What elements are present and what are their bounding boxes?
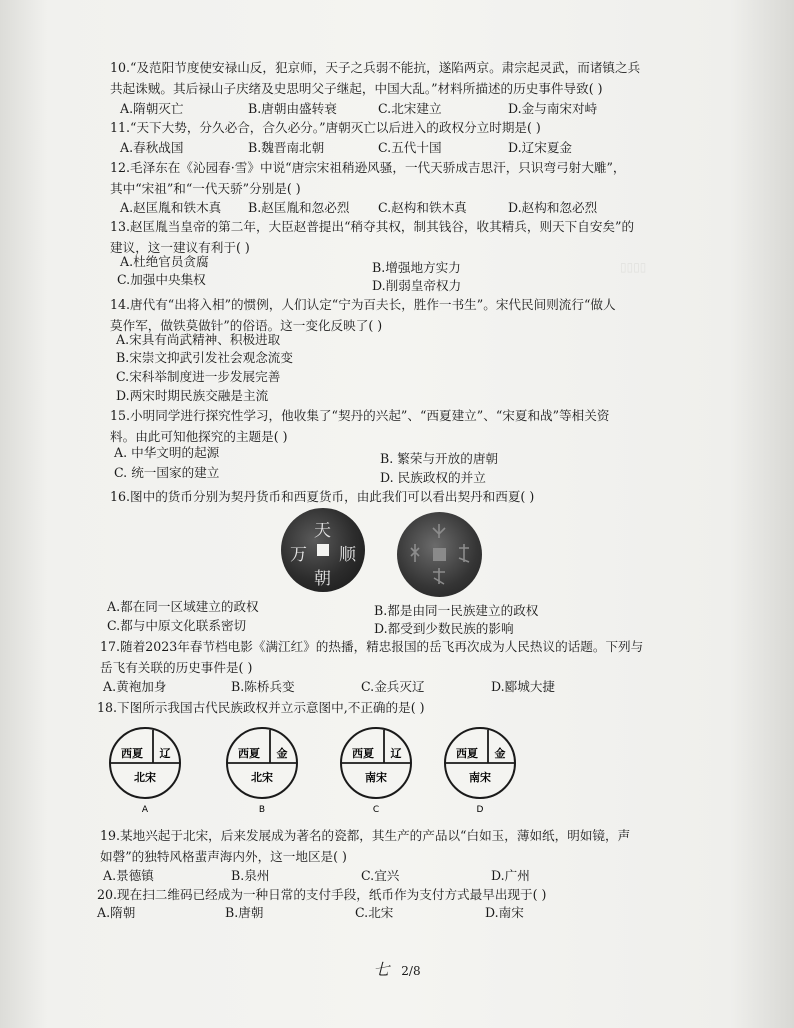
regime-circle-diagram	[338, 725, 418, 815]
option-b[interactable]: B.魏晋南北朝	[248, 140, 325, 155]
option-a[interactable]: A.杜绝官员贪腐	[120, 254, 209, 269]
option-d[interactable]: D.金与南宋对峙	[508, 101, 598, 116]
regime-label-north: 辽	[159, 747, 171, 760]
option-d[interactable]: D.郾城大捷	[491, 679, 556, 694]
figure-option-label: C	[372, 805, 380, 815]
coin-script-marks	[397, 512, 482, 597]
question-stem: 19.某地兴起于北宋，后来发展成为著名的瓷都，其生产的产品以“白如玉，薄如纸，明如镜，声	[100, 828, 631, 843]
option-b[interactable]: B.增强地方实力	[372, 260, 461, 275]
option-b[interactable]: B.泉州	[231, 868, 270, 883]
xixia-coin-image	[397, 512, 482, 597]
option-d[interactable]: D.辽宋夏金	[508, 140, 573, 155]
option-c[interactable]: C.北宋建立	[378, 101, 442, 116]
question-stem: 如磬”的独特风格蜚声海内外，这一地区是( )	[100, 849, 347, 864]
question-stem: 建议，这一建议有利于( )	[110, 240, 250, 255]
regime-circle-diagram	[224, 725, 304, 815]
question-12	[110, 157, 685, 199]
regime-circle-diagram	[107, 725, 187, 815]
question-17-options	[103, 677, 663, 697]
coin-character: 万	[290, 545, 307, 565]
option-b[interactable]: B.宋崇文抑武引发社会观念流变	[116, 350, 293, 365]
option-a[interactable]: A.宋具有尚武精神、积极进取	[116, 332, 281, 347]
question-20-options	[97, 903, 657, 923]
regime-label-west: 西夏	[352, 747, 374, 760]
figure-option-label: B	[258, 805, 266, 815]
option-c[interactable]: C. 统一国家的建立	[114, 465, 220, 480]
page-footer	[0, 957, 794, 980]
option-b-figure[interactable]	[224, 725, 304, 819]
regime-label-west: 西夏	[238, 747, 260, 760]
regime-label-north: 金	[494, 747, 506, 760]
option-c-figure[interactable]	[338, 725, 418, 819]
question-stem: 11.“天下大势，分久必合，合久必分。”唐朝灭亡以后进入的政权分立时期是( )	[110, 120, 541, 135]
option-d[interactable]: D.两宋时期民族交融是主流	[116, 388, 269, 403]
option-a[interactable]: A.赵匡胤和铁木真	[120, 200, 222, 215]
option-a[interactable]: A. 中华文明的起源	[114, 445, 220, 460]
figure-option-label: A	[141, 805, 149, 815]
option-b[interactable]: B.赵匡胤和忽必烈	[248, 200, 350, 215]
regime-label-south: 南宋	[469, 771, 491, 784]
question-10	[110, 57, 685, 99]
liao-coin-image	[281, 508, 365, 592]
question-18	[97, 697, 672, 718]
question-stem: 10.“及范阳节度使安禄山反，犯京师，天子之兵弱不能抗，遂陷两京。肃宗起灵武，而诸镇之兵	[110, 60, 641, 75]
question-stem: 17.随着2023年春节档电影《满江红》的热播，精忠报国的岳飞再次成为人民热议的话题。下列与	[100, 639, 644, 654]
option-a[interactable]: A.都在同一区域建立的政权	[107, 599, 259, 614]
question-16	[110, 486, 685, 507]
coin-character: 顺	[339, 545, 356, 565]
regime-label-north: 辽	[390, 747, 402, 760]
question-19-options	[103, 866, 663, 886]
option-a[interactable]: A.黄袍加身	[103, 679, 167, 694]
regime-label-west: 西夏	[456, 747, 478, 760]
option-b[interactable]: B.陈桥兵变	[231, 679, 295, 694]
regime-label-south: 北宋	[251, 771, 273, 784]
regime-label-west: 西夏	[121, 747, 143, 760]
option-c[interactable]: C.赵构和铁木真	[378, 200, 467, 215]
option-c[interactable]: C.加强中央集权	[117, 272, 206, 287]
option-b[interactable]: B.唐朝由盛转衰	[248, 101, 337, 116]
grade-mark: 七	[373, 960, 390, 979]
question-11-options	[120, 138, 680, 158]
question-10-options	[120, 99, 680, 119]
question-stem: 15.小明同学进行探究性学习，他收集了“契丹的兴起”、“西夏建立”、“宋夏和战”等相关资	[110, 408, 610, 423]
coin-character: 天	[314, 521, 331, 541]
question-stem: 14.唐代有“出将入相”的惯例，人们认定“宁为百夫长，胜作一书生”。宋代民间则流行“做人	[110, 297, 616, 312]
option-d[interactable]: D.都受到少数民族的影响	[374, 621, 514, 636]
question-17	[100, 636, 685, 678]
question-stem: 18.下图所示我国古代民族政权并立示意图中,不正确的是( )	[97, 700, 425, 715]
question-stem: 13.赵匡胤当皇帝的第二年，大臣赵普提出“稍夺其权，制其钱谷，收其精兵，则天下自安矣”的	[110, 219, 635, 234]
question-stem: 16.图中的货币分别为契丹货币和西夏货币，由此我们可以看出契丹和西夏( )	[110, 489, 535, 504]
option-b[interactable]: B. 繁荣与开放的唐朝	[380, 451, 499, 466]
option-a-figure[interactable]	[107, 725, 187, 819]
option-c[interactable]: C.都与中原文化联系密切	[107, 618, 247, 633]
figure-option-label: D	[476, 805, 484, 815]
option-d[interactable]: D.赵构和忽必烈	[508, 200, 598, 215]
regime-label-south: 北宋	[134, 771, 156, 784]
option-b[interactable]: B.唐朝	[225, 905, 264, 920]
option-a[interactable]: A.隋朝	[97, 905, 136, 920]
question-stem: 20.现在扫二维码已经成为一种日常的支付手段，纸币作为支付方式最早出现于( )	[97, 887, 547, 902]
regime-circle-diagram	[442, 725, 522, 815]
question-12-options	[120, 198, 680, 218]
question-20	[97, 884, 682, 905]
regime-label-north: 金	[276, 747, 288, 760]
question-stem: 料。由此可知他探究的主题是( )	[110, 429, 288, 444]
option-d[interactable]: D.削弱皇帝权力	[372, 278, 462, 293]
bleed-through-text: ▯▯▯▯	[620, 260, 647, 274]
coin-character: 朝	[314, 569, 331, 589]
option-d-figure[interactable]	[442, 725, 522, 819]
regime-label-south: 南宋	[365, 771, 387, 784]
question-19	[100, 825, 685, 867]
option-d[interactable]: D.南宋	[485, 905, 524, 920]
option-b[interactable]: B.都是由同一民族建立的政权	[374, 603, 539, 618]
option-c[interactable]: C.五代十国	[378, 140, 442, 155]
question-15	[110, 405, 685, 447]
option-a[interactable]: A.春秋战国	[120, 140, 184, 155]
option-c[interactable]: C.北宋	[355, 905, 394, 920]
question-stem: 岳飞有关联的历史事件是( )	[100, 660, 253, 675]
question-stem: 12.毛泽东在《沁园春·雪》中说“唐宗宋祖稍逊风骚，一代天骄成吉思汗，只识弯弓射大雕”，	[110, 160, 626, 175]
option-d[interactable]: D.广州	[491, 868, 530, 883]
page-number: 2/8	[401, 964, 421, 978]
option-c[interactable]: C.宜兴	[361, 868, 400, 883]
option-c[interactable]: C.金兵灭辽	[361, 679, 425, 694]
option-c[interactable]: C.宋科举制度进一步发展完善	[116, 369, 281, 384]
option-a[interactable]: A.隋朝灭亡	[120, 101, 184, 116]
option-d[interactable]: D. 民族政权的并立	[380, 470, 486, 485]
option-a[interactable]: A.景德镇	[103, 868, 154, 883]
question-stem: 莫作军，做铁莫做针”的俗语。这一变化反映了( )	[110, 318, 383, 333]
coin-square-hole	[317, 544, 329, 556]
question-stem: 其中“宋祖”和“一代天骄”分别是( )	[110, 181, 301, 196]
question-11	[110, 117, 685, 138]
question-stem: 共起诛贼。其后禄山子庆绪及史思明父子继起，中国大乱。”材料所描述的历史事件导致( )	[110, 81, 603, 96]
